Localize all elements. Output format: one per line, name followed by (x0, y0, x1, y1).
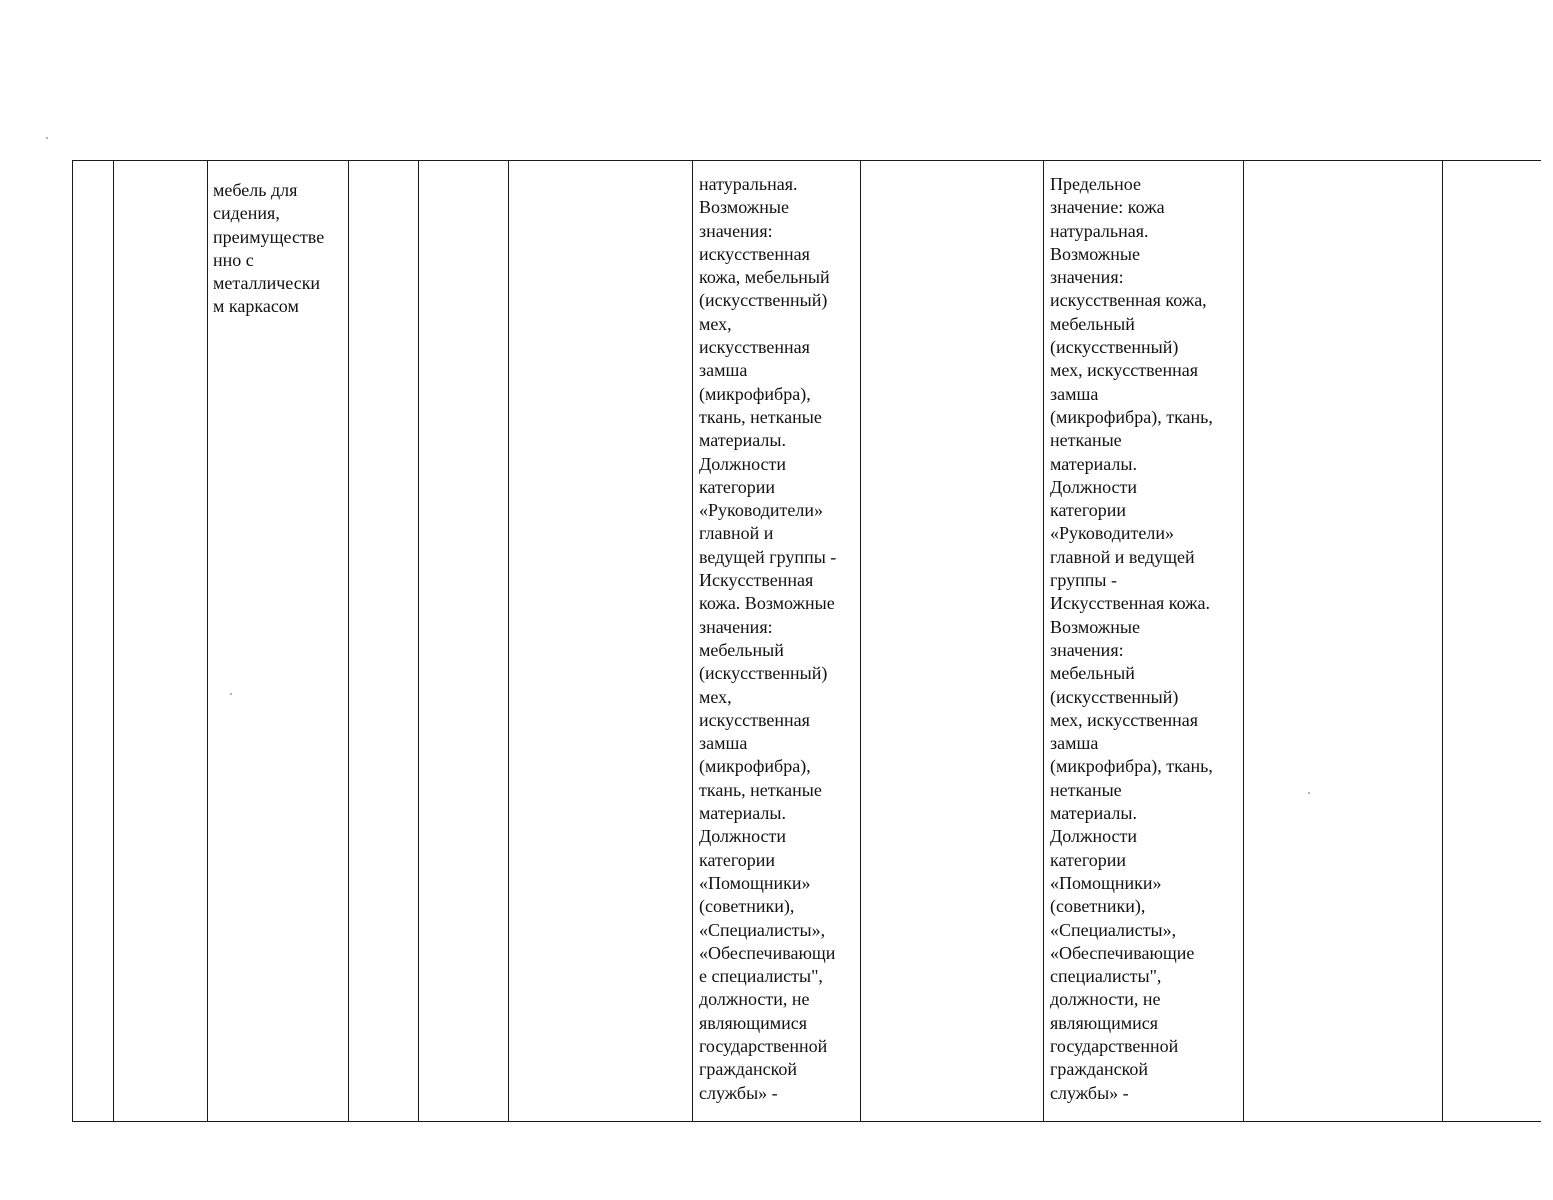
table-cell-empty-10 (1244, 161, 1443, 1122)
scan-speck (46, 137, 48, 139)
table-cell-empty-11 (1443, 161, 1541, 1122)
table-cell-product-name (208, 161, 349, 1122)
table-cell-empty-5 (419, 161, 509, 1122)
table-cell-empty-4 (349, 161, 419, 1122)
product-name-text: мебель для сидения, преимуществе нно с металлически м каркасом (213, 180, 325, 317)
table-cell-limit-value (1044, 161, 1244, 1122)
table-cell-characteristic-value (693, 161, 861, 1122)
limit-value-text: Предельное значение: кожа натуральная. Возможные значения: искусственная кожа, мебельный (искусственный) мех, искусственная замша (микрофибра), ткань, нетканые материалы. Должности категории «Руководители» главной и ведущей группы - Искусственная кожа. Возможные значения: мебельный (искусственный) мех, искусственная замша (микрофибра), ткань, нетканые материалы. Должности категории «Помощники» (советники), «Специалисты», «Обеспечивающие специалисты", должности, не являющимися государственной гражданской службы» - (1050, 174, 1213, 1103)
characteristic-value-text: натуральная. Возможные значения: искусственная кожа, мебельный (искусственный) мех, искусственная замша (микрофибра), ткань, нетканые материалы. Должности категории «Руководители» главной и ведущей группы - Искусственная кожа. Возможные значения: мебельный (искусственный) мех, искусственная замша (микрофибра), ткань, нетканые материалы. Должности категории «Помощники» (советники), «Специалисты», «Обеспечивающи е специалисты", должности, не являющимися государственной гражданской службы» - (699, 174, 837, 1103)
table-cell-number (73, 161, 114, 1122)
scan-speck (1308, 792, 1310, 794)
table-cell-code (114, 161, 208, 1122)
table-cell-empty-8 (861, 161, 1044, 1122)
scan-speck (230, 693, 232, 695)
data-table (72, 160, 1541, 1122)
table-row (73, 161, 1541, 1122)
table-cell-empty-6 (509, 161, 693, 1122)
